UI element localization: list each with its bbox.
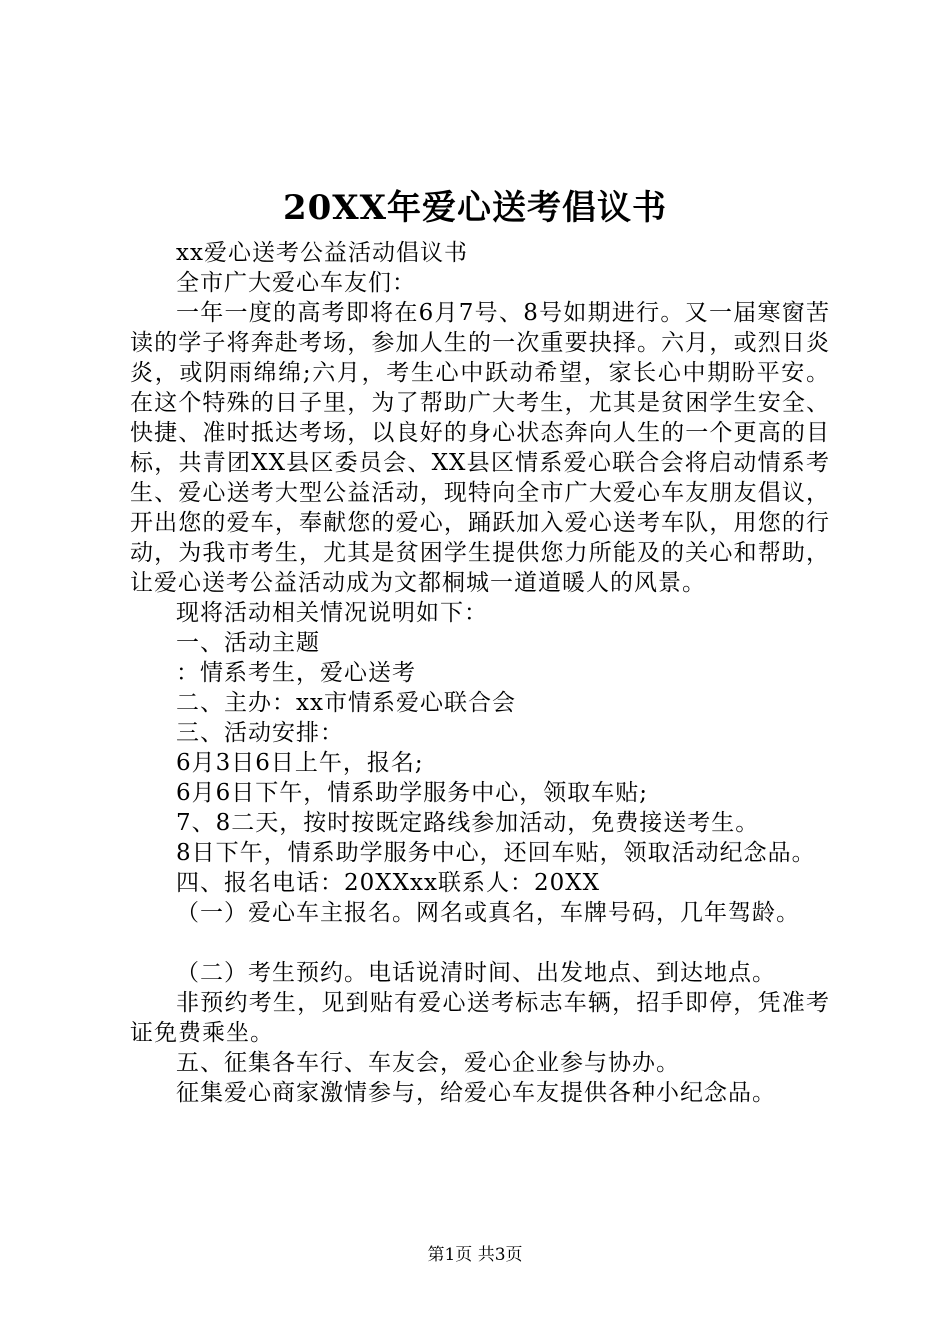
paragraph-section-theme: 一、活动主题 [176,630,320,656]
paragraph-schedule-4: 8日下午，情系助学服务中心，还回车贴，领取活动纪念品。 [176,840,816,866]
paragraph-schedule-1: 6月3日6日上午，报名; [176,750,424,776]
paragraph-theme-content: ：情系考生，爱心送考 [176,660,416,686]
paragraph-section-sponsors: 五、征集各车行、车友会，爱心企业参与协办。 [176,1050,680,1076]
paragraph-intro: 现将活动相关情况说明如下： [176,600,488,626]
paragraph-section-phone: 四、报名电话：20XXxx联系人：20XX [176,870,600,896]
paragraph-schedule-3: 7、8二天，按时按既定路线参加活动，免费接送考生。 [176,810,760,836]
paragraph-merchants: 征集爱心商家激情参与，给爱心车友提供各种小纪念品。 [176,1080,776,1106]
paragraph-student-booking: （二）考生预约。电话说清时间、出发地点、到达地点。 [176,960,776,986]
page-title: 20XX年爱心送考倡议书 [282,188,668,228]
paragraph-schedule-2: 6月6日下午，情系助学服务中心，领取车贴; [176,780,649,806]
paragraph-salutation: 全市广大爱心车友们： [176,270,416,296]
page-footer: 第1页 共3页 [427,1245,523,1265]
paragraph-subtitle: xx爱心送考公益活动倡议书 [176,240,468,266]
paragraph-organizer: 二、主办：xx市情系爱心联合会 [176,690,516,716]
paragraph-owner-signup: （一）爱心车主报名。网名或真名，车牌号码，几年驾龄。 [176,900,800,926]
paragraph-section-schedule: 三、活动安排： [176,720,344,746]
paragraph-main: 一年一度的高考即将在6月7号、8号如期进行。又一届寒窗苦读的学子将奔赴考场，参加人生的一次重要抉择。六月，或烈日炎炎，或阴雨绵绵;六月，考生心中跃动希望，家长心中期盼平安。在这个特殊的日子里，为了帮助广大考生，尤其是贫困学生安全、快捷、准时抵达考场，以良好的身心状态奔向人生的一个更高的目标，共青团XX县区委员会、XX县区情系爱心联合会将启动情系考生、爱心送考大型公益活动，现特向全市广大爱心车友朋友倡议，开出您的爱车，奉献您的爱心，踊跃加入爱心送考车队，用您的行动，为我市考生，尤其是贫困学生提供您力所能及的关心和帮助，让爱心送考公益活动成为文都桐城一道道暖人的风景。 [130,300,830,596]
document-body [130,238,830,1108]
paragraph-walkin: 非预约考生，见到贴有爱心送考标志车辆，招手即停，凭准考证免费乘坐。 [130,990,830,1046]
